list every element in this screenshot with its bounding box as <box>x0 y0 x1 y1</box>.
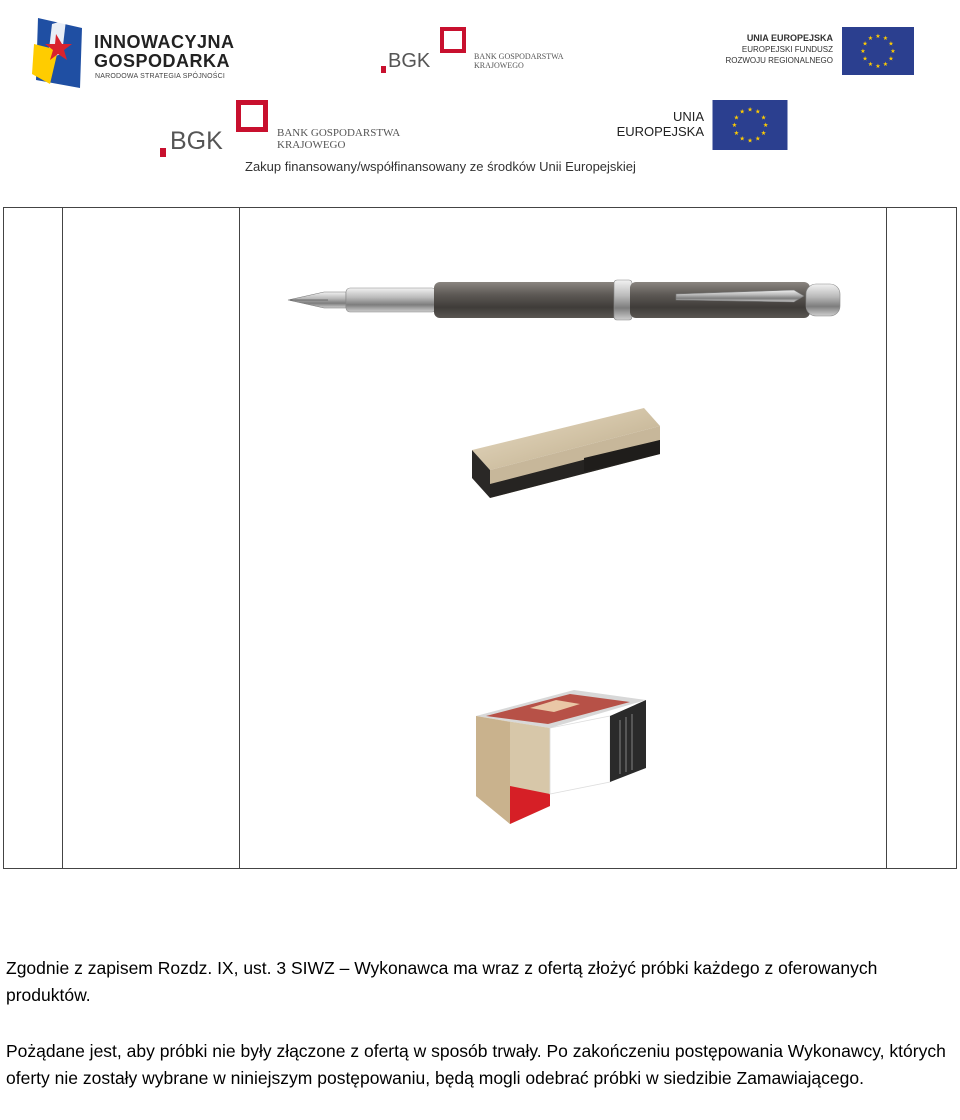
table-divider <box>62 208 63 868</box>
eu-fund-line-2: EUROPEJSKI FUNDUSZ <box>741 45 833 54</box>
table-divider <box>886 208 887 868</box>
eu-star-icon: ★ <box>882 60 889 68</box>
innowacyjna-flag-icon <box>32 14 84 90</box>
eu-flag-icon <box>712 100 788 150</box>
eu-star-icon: ★ <box>747 106 753 114</box>
eu-star-icon: ★ <box>760 129 767 137</box>
eu-line-1: UNIA <box>672 109 704 124</box>
table-divider <box>239 208 240 868</box>
bgk-dot-icon <box>160 148 166 157</box>
eu-line-2: EUROPEJSKA <box>616 124 704 139</box>
logo-line-1: INNOWACYJNA <box>94 32 235 52</box>
eu-star-icon: ★ <box>862 55 868 63</box>
bgk-subtitle-line-2: KRAJOWEGO <box>277 139 346 151</box>
bgk-subtitle-line-2: KRAJOWEGO <box>474 61 524 70</box>
eu-star-icon: ★ <box>760 114 767 122</box>
eu-star-icon: ★ <box>747 137 753 145</box>
eu-star-icon: ★ <box>739 135 745 143</box>
bgk-word: BGK <box>170 127 223 155</box>
eu-star-icon: ★ <box>867 35 874 43</box>
eu-star-icon: ★ <box>731 122 738 130</box>
eu-star-icon: ★ <box>755 135 761 143</box>
box-icon <box>464 398 664 508</box>
eu-star-icon: ★ <box>875 63 881 70</box>
eu-star-icon: ★ <box>867 60 874 68</box>
pen-icon <box>284 268 844 328</box>
eu-star-icon: ★ <box>733 129 740 137</box>
eu-fund-line-1: UNIA EUROPEJSKA <box>746 33 833 43</box>
eu-star-icon: ★ <box>860 48 866 55</box>
bgk-square-icon <box>440 27 466 53</box>
eu-star-icon: ★ <box>862 40 868 48</box>
financing-caption: Zakup finansowany/współfinansowany ze środków Unii Europejskiej <box>245 159 636 174</box>
logo-line-3: NARODOWA STRATEGIA SPÓJNOŚCI <box>95 73 226 80</box>
eu-star-icon: ★ <box>762 122 769 130</box>
eu-star-icon: ★ <box>888 40 894 48</box>
eu-star-icon: ★ <box>882 35 889 43</box>
samples-return-paragraph: Pożądane jest, aby próbki nie były złączone z ofertą w sposób trwały. Po zakończeniu postępowania Wykonawcy, których oferty nie zostały wybrane w niniejszym postępowaniu, będą mogli odebrać próbki w siedzibie Zamawiającego. <box>6 1041 946 1088</box>
eu-star-icon: ★ <box>733 114 740 122</box>
bgk-dot-icon <box>381 66 386 73</box>
eu-star-icon: ★ <box>890 48 896 55</box>
logo-line-2: GOSPODARKA <box>94 51 231 71</box>
bgk-subtitle-line-1: BANK GOSPODARSTWA <box>474 52 564 61</box>
product-table <box>3 207 957 869</box>
eu-flag-icon <box>842 27 914 75</box>
eu-star-icon: ★ <box>739 108 745 116</box>
bgk-subtitle-line-1: BANK GOSPODARSTWA <box>277 127 401 139</box>
samples-requirement-paragraph: Zgodnie z zapisem Rozdz. IX, ust. 3 SIWZ – Wykonawca ma wraz z ofertą złożyć próbki każdego z oferowanych produktów. <box>6 958 878 1005</box>
eu-fund-line-3: ROZWOJU REGIONALNEGO <box>725 56 833 65</box>
bgk-square-icon <box>236 100 268 132</box>
eu-star-icon: ★ <box>875 33 881 40</box>
eu-star-icon: ★ <box>755 108 761 116</box>
bgk-word: BGK <box>388 50 431 72</box>
eu-star-icon: ★ <box>888 55 894 63</box>
package-icon <box>470 686 654 826</box>
